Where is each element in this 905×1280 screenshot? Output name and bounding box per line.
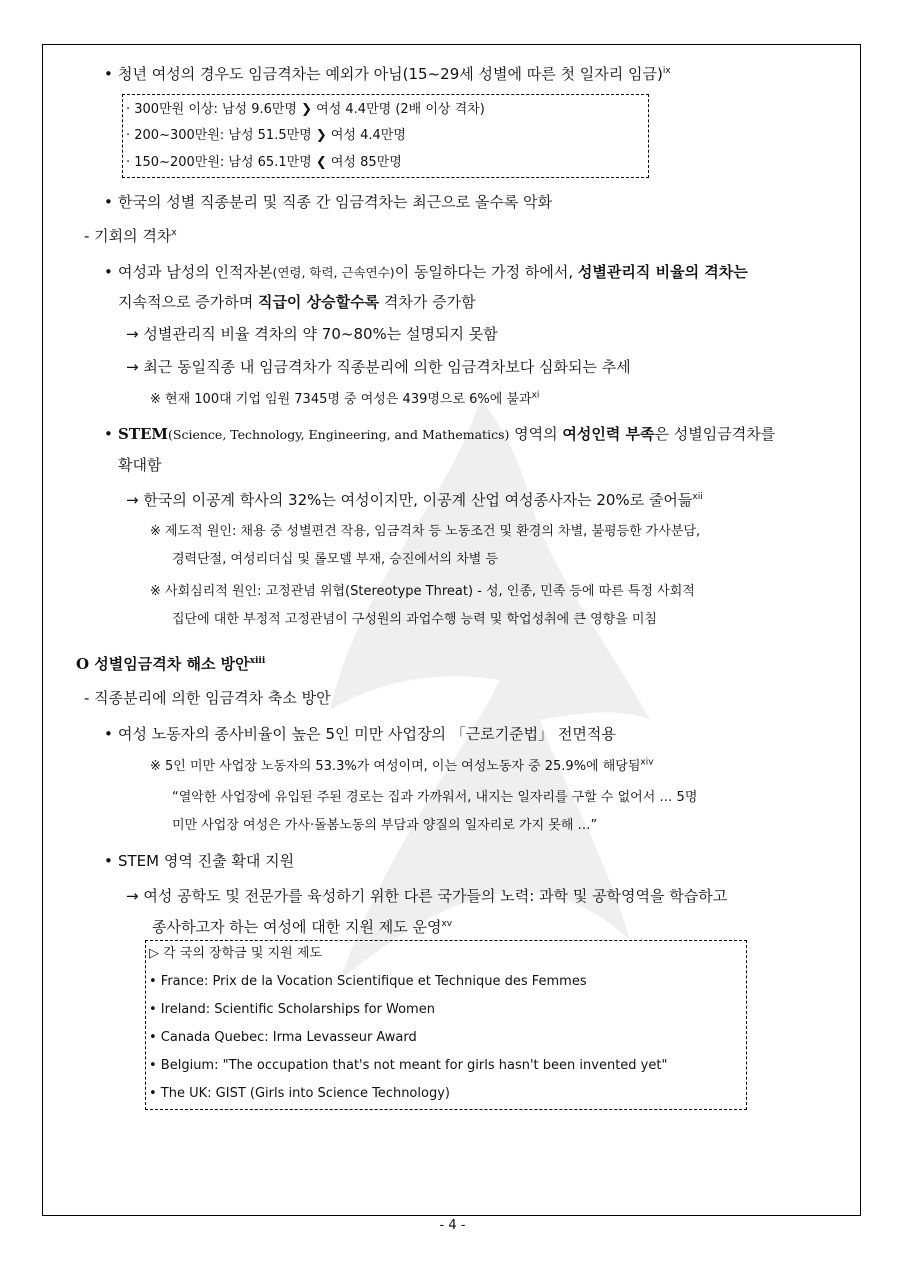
dash-segregation-reduction: - 직종분리에 의한 임금격차 축소 방안 bbox=[84, 689, 331, 707]
box-row-200: · 200~300만원: 남성 51.5만명 ❯ 여성 4.4만명 bbox=[126, 128, 406, 143]
arrow-other-countries: → 여성 공학도 및 전문가를 육성하기 위한 다른 국가들의 노력: 과학 및 공학영역을 학습하고 bbox=[126, 887, 728, 905]
page-number: - 4 - bbox=[439, 1218, 466, 1233]
box-row-150: · 150~200만원: 남성 65.1만명 ❮ 여성 85만명 bbox=[126, 155, 402, 170]
dash-opportunity-gap: - 기회의 격차$^x$ bbox=[84, 227, 177, 245]
arrow-stem-percentages: → 한국의 이공계 학사의 32%는 여성이지만, 이공계 산업 여성종사자는 20%로 줄어듦$^{xii}$ bbox=[126, 491, 703, 509]
bullet-stem-shortage: • STEM(Science, Technology, Engineering, and Mathematics) 영역의 여성인력 부족은 성별임금격차를 bbox=[104, 425, 776, 443]
bullet-human-capital-line2: 지속적으로 증가하며 직급이 상승할수록 격차가 증가함 bbox=[118, 293, 476, 311]
note-psychological-causes: ※ 사회심리적 원인: 고정관념 위협(Stereotype Threat) - 성, 인종, 민족 등에 따른 특정 사회적 bbox=[150, 584, 695, 599]
watermark-calligraphy bbox=[300, 380, 660, 1000]
bullet-stem-shortage-line2: 확대함 bbox=[118, 456, 162, 474]
scholarship-belgium: • Belgium: "The occupation that's not meant for girls hasn't been invented yet" bbox=[149, 1058, 668, 1073]
bullet-labor-standards-act: • 여성 노동자의 종사비율이 높은 5인 미만 사업장의 「근로기준법」 전면적용 bbox=[104, 725, 616, 743]
bullet-human-capital: • 여성과 남성의 인적자본(연령, 학력, 근속연수)이 동일하다는 가정 하에서, 성별관리직 비율의 격차는 bbox=[104, 263, 748, 281]
note-psychological-causes-line2: 집단에 대한 부정적 고정관념이 구성원의 과업수행 능력 및 학업성취에 큰 영향을 미침 bbox=[172, 612, 657, 627]
bullet-occupational-segregation: • 한국의 성별 직종분리 및 직종 간 임금격차는 최근으로 올수록 악화 bbox=[104, 193, 553, 211]
note-small-workplaces: ※ 5인 미만 사업장 노동자의 53.3%가 여성이며, 이는 여성노동자 중 25.9%에 해당됨$^{xiv}$ bbox=[150, 757, 654, 774]
scholarship-ireland: • Ireland: Scientific Scholarships for Women bbox=[149, 1002, 435, 1017]
arrow-same-occupation-trend: → 최근 동일직종 내 임금격차가 직종분리에 의한 임금격차보다 심화되는 추세 bbox=[126, 358, 631, 376]
quote-line2: 미만 사업장 여성은 가사·돌봄노동의 부담과 양질의 일자리로 가지 못해 …” bbox=[172, 818, 598, 833]
scholarship-box-title: ▷ 각 국의 장학금 및 지원 제도 bbox=[149, 946, 322, 961]
note-institutional-causes: ※ 제도적 원인: 채용 중 성별편견 작용, 임금격차 등 노동조건 및 환경의 차별, 불평등한 가사분담, bbox=[150, 524, 701, 539]
scholarship-uk: • The UK: GIST (Girls into Science Technology) bbox=[149, 1086, 450, 1101]
bullet-youth-wage-gap: • 청년 여성의 경우도 임금격차는 예외가 아님(15~29세 성별에 따른 첫 일자리 임금)$^{ix}$ bbox=[104, 65, 671, 83]
scholarship-france: • France: Prix de la Vocation Scientifique et Technique des Femmes bbox=[149, 974, 587, 989]
scholarship-canada: • Canada Quebec: Irma Levasseur Award bbox=[149, 1030, 417, 1045]
note-executives: ※ 현재 100대 기업 임원 7345명 중 여성은 439명으로 6%에 불과$^{xi}$ bbox=[150, 390, 540, 407]
arrow-unexplained-gap: → 성별관리직 비율 격차의 약 70~80%는 설명되지 못함 bbox=[126, 325, 498, 343]
note-institutional-causes-line2: 경력단절, 여성리더십 및 롤모델 부재, 승진에서의 차별 등 bbox=[172, 552, 499, 567]
section-heading-solutions: O 성별임금격차 해소 방안$^{xiii}$ bbox=[76, 655, 266, 673]
quote-line1: “열악한 사업장에 유입된 주된 경로는 집과 가까워서, 내지는 일자리를 구할 수 없어서 … 5명 bbox=[172, 790, 698, 805]
bullet-stem-support: • STEM 영역 진출 확대 지원 bbox=[104, 852, 295, 870]
box-row-300: · 300만원 이상: 남성 9.6만명 ❯ 여성 4.4만명 (2배 이상 격차) bbox=[126, 102, 485, 117]
arrow-other-countries-line2: 종사하고자 하는 여성에 대한 지원 제도 운영$^{xv}$ bbox=[152, 918, 453, 936]
